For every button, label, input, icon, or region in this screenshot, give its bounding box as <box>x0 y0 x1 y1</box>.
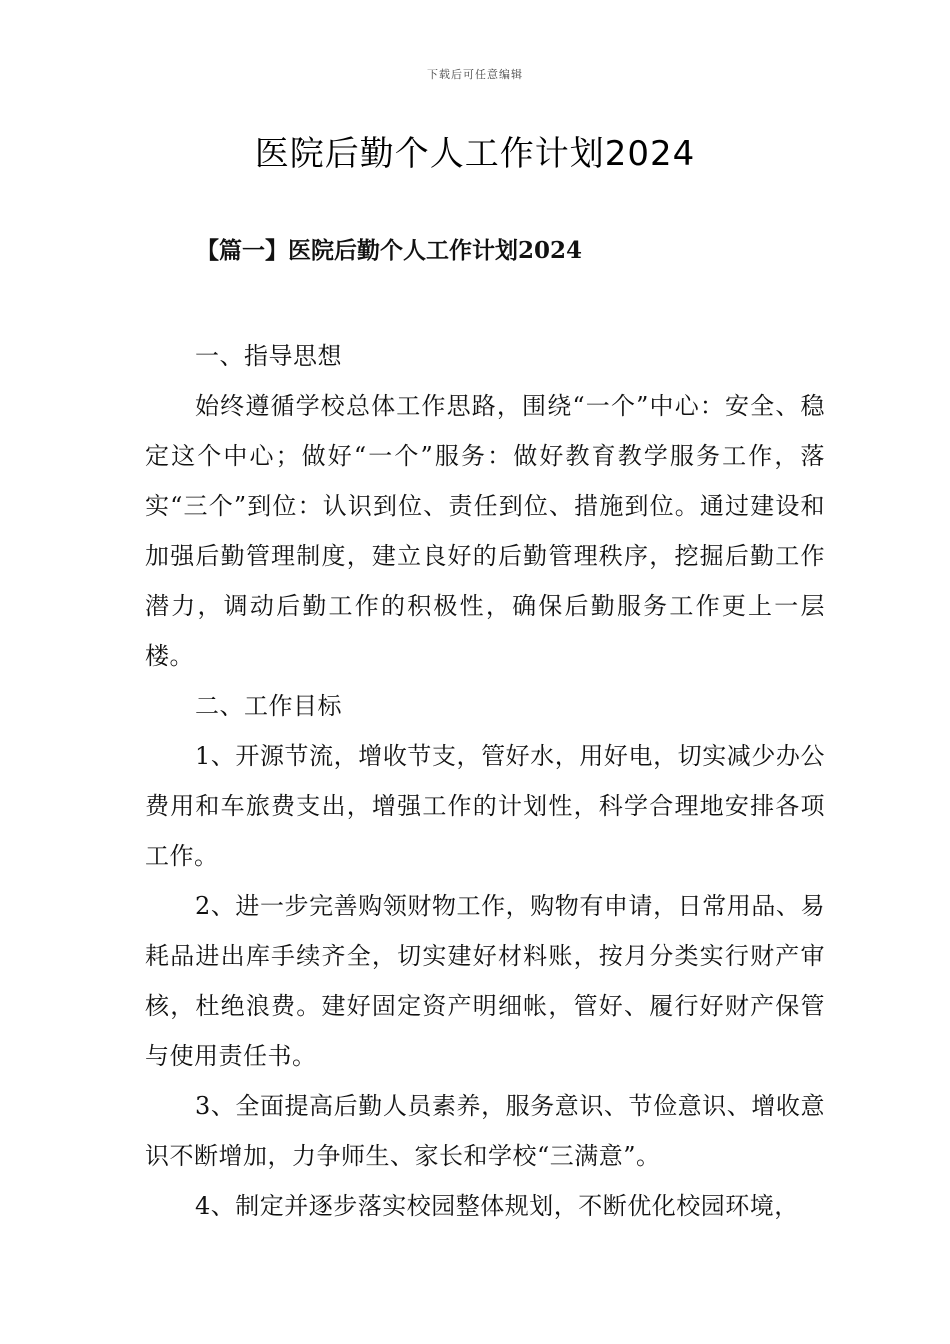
paragraph-goal-3: 3、全面提高后勤人员素养，服务意识、节俭意识、增收意识不断增加，力争师生、家长和学校“三满意”。 <box>145 1092 825 1170</box>
paragraph-goal-1: 1、开源节流，增收节支，管好水，用好电，切实减少办公费用和车旅费支出，增强工作的计划性，科学合理地安排各项工作。 <box>145 742 825 870</box>
document-body <box>145 331 825 1231</box>
paragraph-goal-4: 4、制定并逐步落实校园整体规划，不断优化校园环境， <box>195 1192 799 1220</box>
heading-work-goals: 二、工作目标 <box>195 692 342 720</box>
document-title: 医院后勤个人工作计划2024 <box>254 134 696 174</box>
header-note: 下载后可任意编辑 <box>427 68 523 81</box>
paragraph-goal-2: 2、进一步完善购领财物工作，购物有申请，日常用品、易耗品进出库手续齐全，切实建好材料账，按月分类实行财产审核，杜绝浪费。建好固定资产明细帐，管好、履行好财产保管与使用责任书。 <box>145 892 825 1070</box>
heading-guiding-thought: 一、指导思想 <box>195 342 342 370</box>
section-heading: 【篇一】医院后勤个人工作计划2024 <box>196 237 583 264</box>
paragraph-guiding-thought: 始终遵循学校总体工作思路，围绕“一个”中心：安全、稳定这个中心；做好“一个”服务：做好教育教学服务工作，落实“三个”到位：认识到位、责任到位、措施到位。通过建设和加强后勤管理制度，建立良好的后勤管理秩序，挖掘后勤工作潜力，调动后勤工作的积极性，确保后勤服务工作更上一层楼。 <box>145 392 825 670</box>
